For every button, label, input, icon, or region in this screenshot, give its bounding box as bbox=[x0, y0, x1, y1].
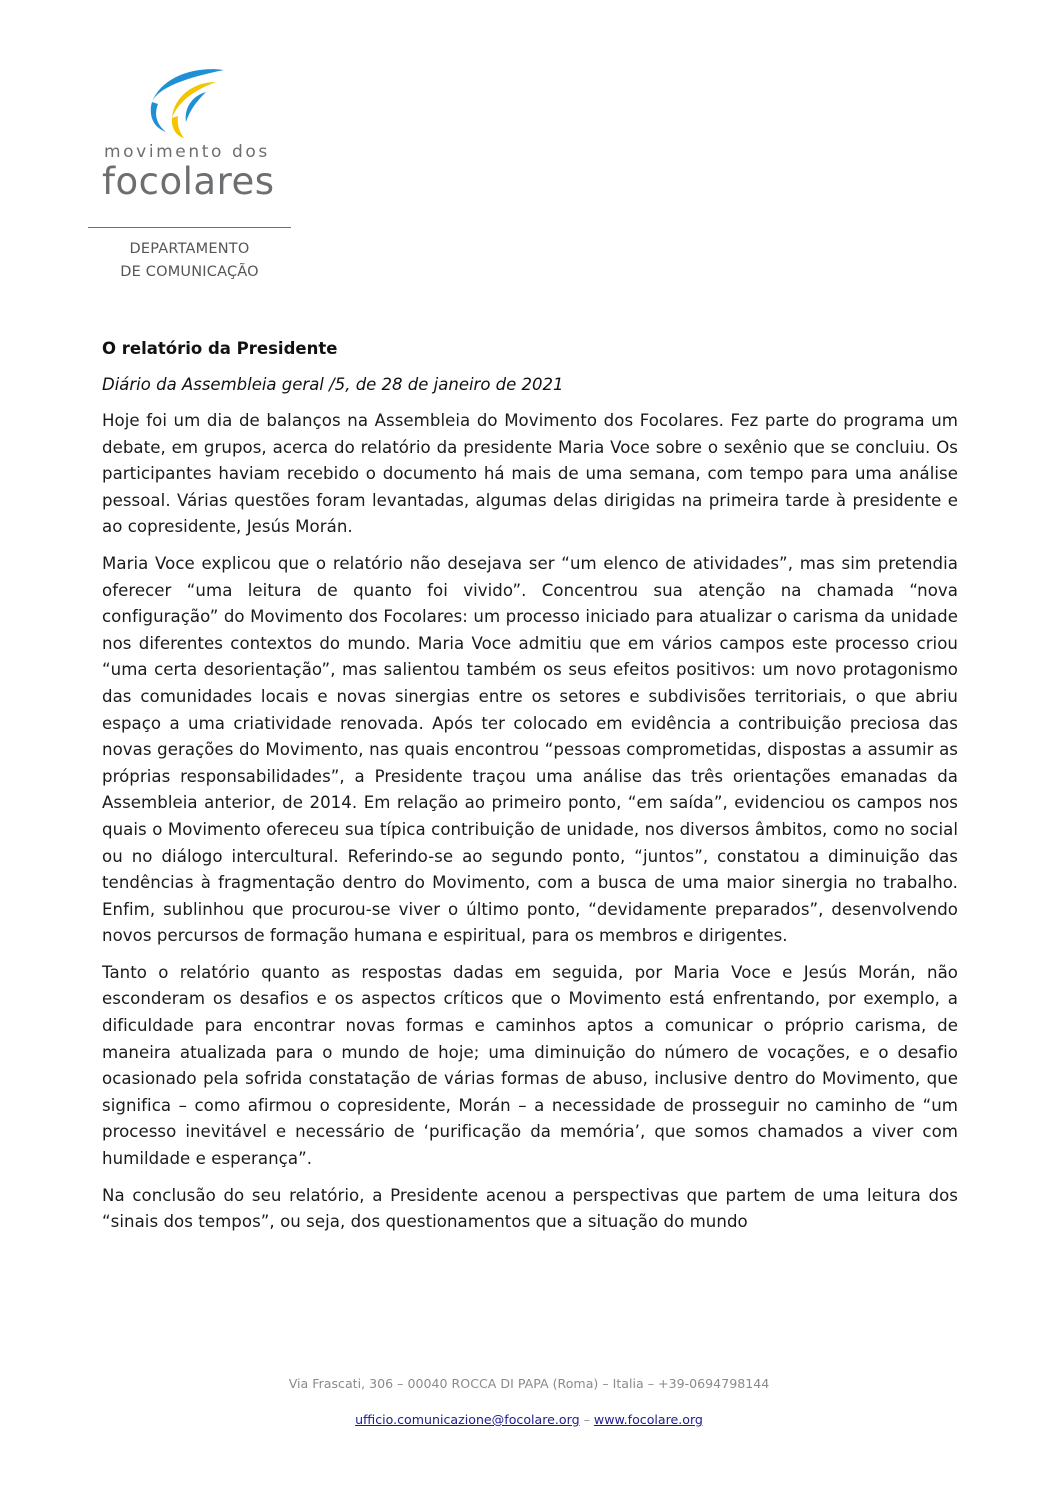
footer-separator: – bbox=[583, 1412, 594, 1427]
article-title: O relatório da Presidente bbox=[102, 339, 338, 358]
footer-address: Via Frascati, 306 – 00040 ROCCA DI PAPA (Roma) – Italia – +39-0694798144 bbox=[288, 1376, 770, 1391]
department-line1: DEPARTAMENTO bbox=[129, 241, 250, 257]
logo-text-line2: focolares bbox=[102, 160, 275, 203]
logo-text-line1: movimento dos bbox=[104, 142, 270, 162]
article-paragraph-1: Hoje foi um dia de balanços na Assembleia do Movimento dos Focolares. Fez parte do programa um debate, em grupos, acerca do relatório da presidente Maria Voce sobre o sexênio que se concluiu. Os participantes haviam recebido o documento há mais de uma semana, com tempo para uma análise pessoal. Várias questões foram levantadas, algumas delas dirigidas na primeira tarde à presidente e ao copresidente, Jesús Morán. bbox=[102, 411, 958, 537]
footer-website-link[interactable]: www.focolare.org bbox=[593, 1412, 703, 1427]
focolare-logo-icon bbox=[144, 62, 228, 142]
article-paragraph-2: Maria Voce explicou que o relatório não desejava ser “um elenco de atividades”, mas sim pretendia oferecer “uma leitura de quanto foi vivido”. Concentrou sua atenção na chamada “nova configuração” do Movimento dos Focolares: um processo iniciado para atualizar o carisma da unidade nos diferentes contextos do mundo. Maria Voce admitiu que em vários campos este processo criou “uma certa desorientação”, mas salientou também os seus efeitos positivos: um novo protagonismo das comunidades locais e novas sinergias entre os setores e subdivisões territoriais, o que abriu espaço a uma criatividade renovada. Após ter colocado em evidência a contribuição preciosa das novas gerações do Movimento, nas quais encontrou “pessoas comprometidas, dispostas a assumir as próprias responsabilidades”, a Presidente traçou uma análise das três orientações emanadas da Assembleia anterior, de 2014. Em relação ao primeiro ponto, “em saída”, evidenciou os campos nos quais o Movimento ofereceu sua típica contribuição de unidade, nos diversos âmbitos, como no social ou no diálogo intercultural. Referindo-se ao segundo ponto, “juntos”, constatou a diminuição das tendências à fragmentação dentro do Movimento, com a busca de uma maior sinergia no trabalho. Enfim, sublinhou que procurou-se viver o último ponto, “devidamente preparados”, desenvolvendo novos percursos de formação humana e espiritual, para os membros e dirigentes. bbox=[102, 553, 958, 946]
article-subtitle: Diário da Assembleia geral /5, de 28 de janeiro de 2021 bbox=[102, 375, 564, 394]
article-paragraph-3: Tanto o relatório quanto as respostas dadas em seguida, por Maria Voce e Jesús Morán, não esconderam os desafios e os aspectos críticos que o Movimento está enfrentando, por exemplo, a dificuldade para encontrar novas formas e caminhos aptos a comunicar o próprio carisma, de maneira atualizada para o mundo de hoje; uma diminuição do número de vocações, e o desafio ocasionado pela sofrida constatação de várias formas de abuso, inclusive dentro do Movimento, que significa – como afirmou o copresidente, Morán – a necessidade de prosseguir no caminho de “um processo inevitável e necessário de ‘purificação da memória’, que somos chamados a viver com humildade e esperança”. bbox=[102, 962, 958, 1169]
department-label bbox=[88, 238, 291, 284]
department-line2: DE COMUNICAÇÃO bbox=[120, 264, 259, 280]
header-divider bbox=[88, 227, 291, 228]
footer-email-link[interactable]: ufficio.comunicazione@focolare.org bbox=[355, 1412, 580, 1427]
footer-links bbox=[0, 1412, 1058, 1427]
article-paragraph-4: Na conclusão do seu relatório, a Presidente acenou a perspectivas que partem de uma leitura dos “sinais dos tempos”, ou seja, dos questionamentos que a situação do mundo bbox=[102, 1185, 958, 1232]
article bbox=[102, 336, 958, 1246]
